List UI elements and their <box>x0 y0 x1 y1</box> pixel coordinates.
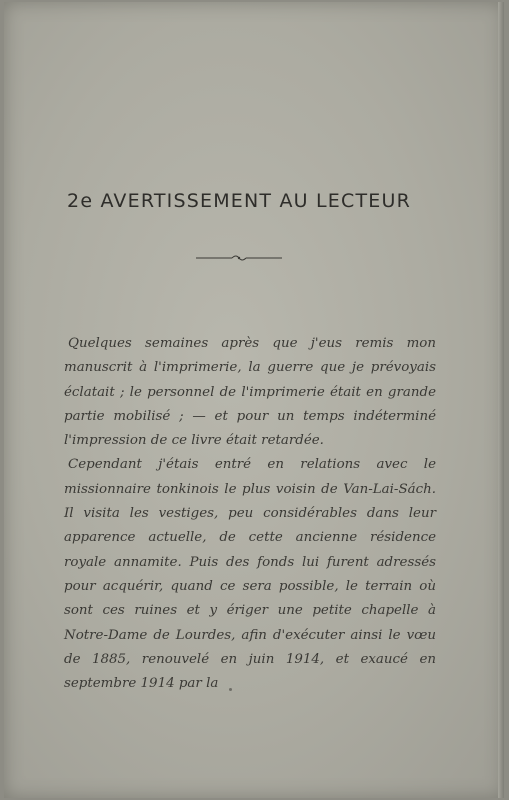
page-title: 2e AVERTISSEMENT AU LECTEUR <box>67 190 411 212</box>
paper-speck <box>229 688 232 691</box>
book-page <box>4 2 504 798</box>
paragraph: Cependant j'étais entré en relations avec le missionnaire tonkinois le plus voisin de Van-Lai-Sách. Il visita les vestiges, peu considérables dans leur apparence actuelle, de cette ancienne résidence royale annamite. Puis des fonds lui furent adressés pour acquérir, quand ce sera possible, le terrain où sont ces ruines et y ériger une petite chapelle à Notre-Dame de Lourdes, afin d'exécuter ainsi le vœu de 1885, renouvelé en juin 1914, et exaucé en septembre 1914 par la <box>64 457 436 692</box>
ornament-divider-icon <box>194 252 284 264</box>
paragraph: Quelques semaines après que j'eus remis mon manuscrit à l'imprimerie, la guerre que je prévoyais éclatait ; le personnel de l'imprimerie était en grande partie mobilisé ; — et pour un temps indéterminé l'impression de ce livre était retardée. <box>64 336 436 449</box>
body-text <box>64 332 436 696</box>
page-spine-edge <box>498 2 504 798</box>
